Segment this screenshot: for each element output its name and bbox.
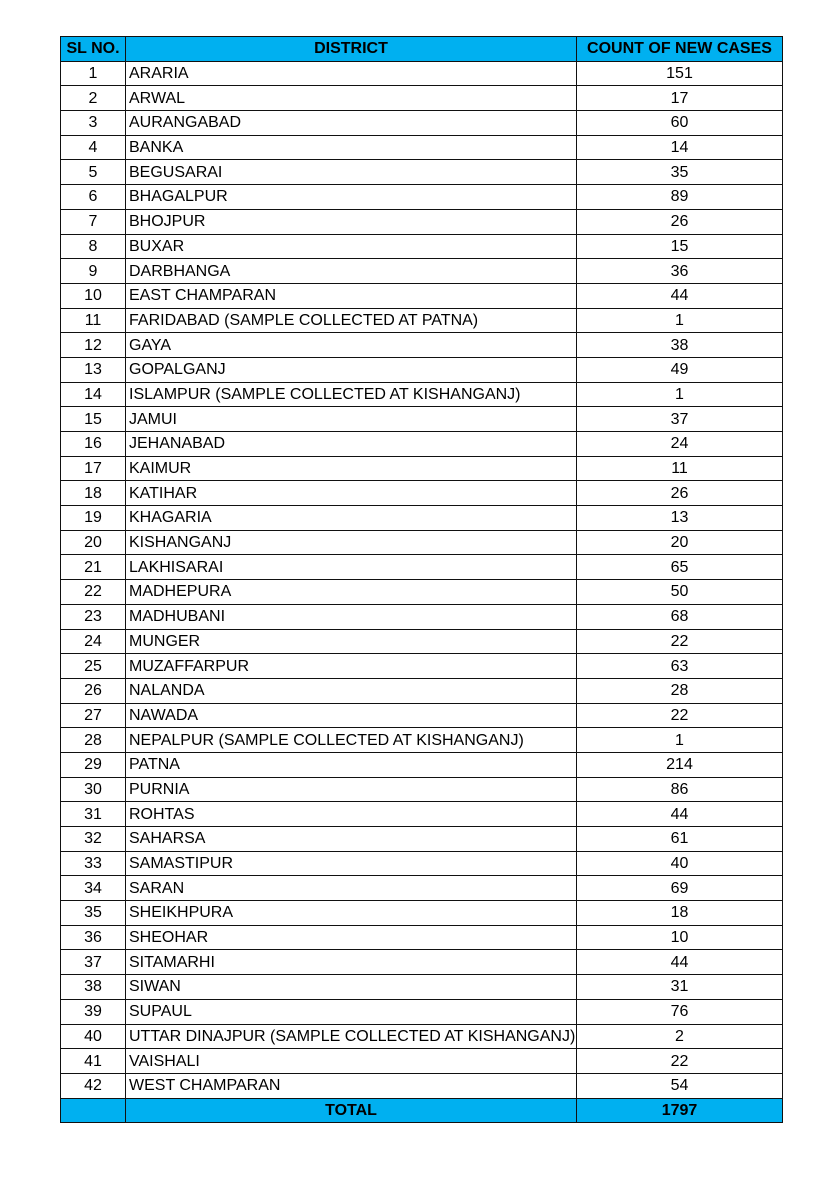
count-cell: 20 [577,530,783,555]
count-cell: 69 [577,876,783,901]
count-cell: 13 [577,506,783,531]
table-row [61,827,783,852]
header-count: COUNT OF NEW CASES [577,37,783,62]
sl-no-cell: 23 [61,604,126,629]
count-cell: 65 [577,555,783,580]
count-cell: 15 [577,234,783,259]
table-row [61,111,783,136]
district-cell: KAIMUR [126,456,577,481]
district-cell: GAYA [126,333,577,358]
table-row [61,357,783,382]
district-cell: FARIDABAD (SAMPLE COLLECTED AT PATNA) [126,308,577,333]
count-cell: 37 [577,407,783,432]
district-cell: LAKHISARAI [126,555,577,580]
sl-no-cell: 37 [61,950,126,975]
count-cell: 24 [577,432,783,457]
count-cell: 10 [577,925,783,950]
sl-no-cell: 40 [61,1024,126,1049]
district-cell: SUPAUL [126,999,577,1024]
table-row [61,851,783,876]
sl-no-cell: 25 [61,654,126,679]
sl-no-cell: 42 [61,1073,126,1098]
count-cell: 1 [577,728,783,753]
district-cell: SAHARSA [126,827,577,852]
district-cell: SITAMARHI [126,950,577,975]
table-row [61,703,783,728]
district-cell: EAST CHAMPARAN [126,283,577,308]
sl-no-cell: 7 [61,209,126,234]
table-body [61,61,783,1098]
sl-no-cell: 18 [61,481,126,506]
sl-no-cell: 28 [61,728,126,753]
count-cell: 35 [577,160,783,185]
count-cell: 44 [577,283,783,308]
district-cell: NEPALPUR (SAMPLE COLLECTED AT KISHANGANJ) [126,728,577,753]
district-cell: BHOJPUR [126,209,577,234]
count-cell: 31 [577,975,783,1000]
district-cell: BANKA [126,135,577,160]
table-row [61,506,783,531]
sl-no-cell: 5 [61,160,126,185]
count-cell: 63 [577,654,783,679]
district-cell: MUNGER [126,629,577,654]
district-cell: ISLAMPUR (SAMPLE COLLECTED AT KISHANGANJ) [126,382,577,407]
sl-no-cell: 20 [61,530,126,555]
table-row [61,752,783,777]
total-row [61,1098,783,1123]
table-row [61,234,783,259]
table-row [61,308,783,333]
sl-no-cell: 41 [61,1049,126,1074]
table-row [61,999,783,1024]
count-cell: 26 [577,481,783,506]
sl-no-cell: 21 [61,555,126,580]
new-cases-table [60,36,783,1123]
table-row [61,209,783,234]
district-cell: GOPALGANJ [126,357,577,382]
count-cell: 18 [577,901,783,926]
table-header-row [61,37,783,62]
table-row [61,580,783,605]
district-cell: SHEIKHPURA [126,901,577,926]
count-cell: 11 [577,456,783,481]
table-row [61,777,783,802]
district-cell: MUZAFFARPUR [126,654,577,679]
count-cell: 40 [577,851,783,876]
sl-no-cell: 13 [61,357,126,382]
district-cell: NALANDA [126,678,577,703]
sl-no-cell: 12 [61,333,126,358]
table-row [61,1024,783,1049]
sl-no-cell: 39 [61,999,126,1024]
district-cell: MADHEPURA [126,580,577,605]
count-cell: 1 [577,308,783,333]
district-cell: NAWADA [126,703,577,728]
count-cell: 2 [577,1024,783,1049]
table-row [61,333,783,358]
sl-no-cell: 30 [61,777,126,802]
count-cell: 17 [577,86,783,111]
sl-no-cell: 35 [61,901,126,926]
sl-no-cell: 27 [61,703,126,728]
sl-no-cell: 36 [61,925,126,950]
count-cell: 54 [577,1073,783,1098]
district-cell: MADHUBANI [126,604,577,629]
sl-no-cell: 22 [61,580,126,605]
count-cell: 1 [577,382,783,407]
count-cell: 68 [577,604,783,629]
table-row [61,135,783,160]
district-cell: SIWAN [126,975,577,1000]
count-cell: 60 [577,111,783,136]
district-cell: ARARIA [126,61,577,86]
sl-no-cell: 9 [61,259,126,284]
table-row [61,802,783,827]
count-cell: 61 [577,827,783,852]
table-row [61,382,783,407]
district-cell: KISHANGANJ [126,530,577,555]
count-cell: 89 [577,185,783,210]
table-row [61,185,783,210]
district-cell: KATIHAR [126,481,577,506]
table-row [61,407,783,432]
sl-no-cell: 16 [61,432,126,457]
count-cell: 44 [577,802,783,827]
count-cell: 50 [577,580,783,605]
count-cell: 151 [577,61,783,86]
table-row [61,555,783,580]
sl-no-cell: 17 [61,456,126,481]
total-label: TOTAL [126,1098,577,1123]
table-row [61,1049,783,1074]
header-district: DISTRICT [126,37,577,62]
sl-no-cell: 29 [61,752,126,777]
sl-no-cell: 26 [61,678,126,703]
count-cell: 28 [577,678,783,703]
sl-no-cell: 3 [61,111,126,136]
table-row [61,283,783,308]
table-row [61,456,783,481]
table-row [61,728,783,753]
table-row [61,432,783,457]
count-cell: 22 [577,703,783,728]
count-cell: 22 [577,1049,783,1074]
total-sl-cell [61,1098,126,1123]
district-cell: DARBHANGA [126,259,577,284]
sl-no-cell: 1 [61,61,126,86]
sl-no-cell: 38 [61,975,126,1000]
district-cell: VAISHALI [126,1049,577,1074]
table-row [61,160,783,185]
sl-no-cell: 10 [61,283,126,308]
district-cell: SHEOHAR [126,925,577,950]
district-cell: ROHTAS [126,802,577,827]
district-cell: KHAGARIA [126,506,577,531]
sl-no-cell: 6 [61,185,126,210]
count-cell: 44 [577,950,783,975]
district-cell: SAMASTIPUR [126,851,577,876]
district-cell: WEST CHAMPARAN [126,1073,577,1098]
sl-no-cell: 11 [61,308,126,333]
count-cell: 86 [577,777,783,802]
sl-no-cell: 19 [61,506,126,531]
district-cell: ARWAL [126,86,577,111]
count-cell: 14 [577,135,783,160]
sl-no-cell: 14 [61,382,126,407]
total-value: 1797 [577,1098,783,1123]
district-cell: BHAGALPUR [126,185,577,210]
sl-no-cell: 2 [61,86,126,111]
header-sl-no: SL NO. [61,37,126,62]
count-cell: 36 [577,259,783,284]
count-cell: 26 [577,209,783,234]
count-cell: 22 [577,629,783,654]
district-cell: BEGUSARAI [126,160,577,185]
sl-no-cell: 24 [61,629,126,654]
table-row [61,604,783,629]
table-row [61,530,783,555]
district-cell: PURNIA [126,777,577,802]
count-cell: 76 [577,999,783,1024]
sl-no-cell: 31 [61,802,126,827]
table-row [61,950,783,975]
table-row [61,901,783,926]
sl-no-cell: 4 [61,135,126,160]
table-row [61,925,783,950]
sl-no-cell: 33 [61,851,126,876]
table-row [61,259,783,284]
table-row [61,975,783,1000]
sl-no-cell: 34 [61,876,126,901]
table-row [61,654,783,679]
district-cell: JEHANABAD [126,432,577,457]
table-row [61,629,783,654]
table-row [61,61,783,86]
sl-no-cell: 8 [61,234,126,259]
sl-no-cell: 15 [61,407,126,432]
table-row [61,481,783,506]
district-cell: UTTAR DINAJPUR (SAMPLE COLLECTED AT KISHANGANJ) [126,1024,577,1049]
count-cell: 38 [577,333,783,358]
table-row [61,1073,783,1098]
sl-no-cell: 32 [61,827,126,852]
table-row [61,678,783,703]
district-cell: SARAN [126,876,577,901]
district-cell: JAMUI [126,407,577,432]
table-row [61,876,783,901]
district-cell: AURANGABAD [126,111,577,136]
count-cell: 49 [577,357,783,382]
district-cell: PATNA [126,752,577,777]
table-row [61,86,783,111]
district-cell: BUXAR [126,234,577,259]
count-cell: 214 [577,752,783,777]
